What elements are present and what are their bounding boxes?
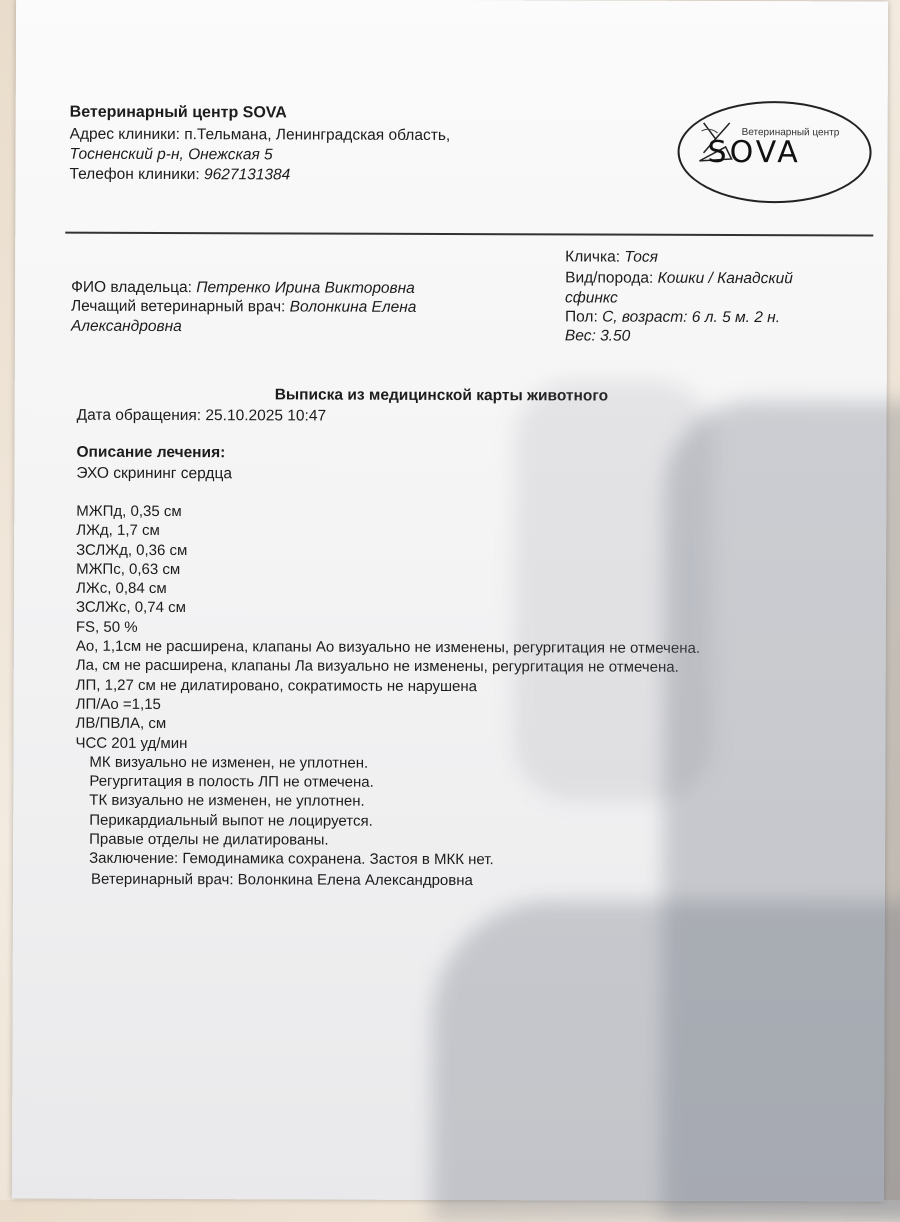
finding-line: Правые отделы не дилатированы. — [89, 830, 329, 849]
patient-breed — [565, 268, 793, 288]
vet-value: Волонкина Елена — [289, 298, 417, 316]
finding-line: Перикардиальный выпот не лоцируется. — [89, 811, 373, 830]
finding-line: ЗСЛЖс, 0,74 см — [75, 599, 186, 617]
logo-wordmark: SOVA — [707, 134, 801, 171]
patient-breed-cont: сфинкс — [565, 289, 618, 307]
finding-line: Ао, 1,1см не расширена, клапаны Ао визуально не изменены, регургитация не отмечена. — [75, 637, 701, 657]
finding-line: ЛЖд, 1,7 см — [76, 521, 160, 540]
vet-label: Лечащий ветеринарный врач: — [70, 297, 286, 316]
finding-line: МЖПд, 0,35 см — [76, 502, 182, 521]
conclusion-line: Заключение: Гемодинамика сохранена. Застоя в МКК нет. — [89, 850, 494, 869]
attending-vet — [71, 297, 416, 318]
nickname-label: Кличка: — [565, 248, 621, 266]
logo-subtitle: Ветеринарный центр — [741, 127, 840, 139]
photo-shadow — [432, 900, 900, 1222]
finding-line: ЛВ/ПВЛА, см — [75, 714, 167, 733]
finding-line: Регургитация в полость ЛП не отмечена. — [89, 772, 374, 791]
clinic-address-line1 — [70, 125, 451, 146]
weight-label: Вес: — [564, 327, 596, 345]
finding-line: ЛП/Ао =1,15 — [75, 695, 161, 713]
clinic-phone — [69, 165, 290, 185]
breed-label: Вид/порода: — [565, 269, 654, 287]
clinic-logo — [677, 101, 871, 204]
clinic-address-line2: Тосненский р-н, Онежская 5 — [69, 145, 273, 164]
clinic-address-text1: Адрес клиники: п.Тельмана, Ленинградская область, — [69, 125, 451, 144]
sex-label: Пол: — [564, 308, 598, 326]
treatment-subheading: ЭХО скрининг сердца — [76, 464, 233, 483]
finding-line: ЛЖс, 0,84 см — [76, 579, 167, 598]
clinic-phone-value: 9627131384 — [204, 166, 291, 184]
patient-sex-age — [565, 307, 780, 327]
patient-weight — [565, 326, 630, 346]
finding-line: Ла, см не расширена, клапаны Ла визуально не изменены, регургитация не отмечена. — [75, 657, 679, 677]
finding-line: ТК визуально не изменен, не уплотнен. — [89, 792, 365, 811]
finding-line: FS, 50 % — [75, 618, 138, 636]
clinic-name: Ветеринарный центр SOVA — [69, 103, 287, 122]
document-sheet — [12, 0, 888, 1202]
finding-line: ЛП, 1,27 см не дилатировано, сократимость не нарушена — [75, 676, 478, 695]
owner-name — [71, 278, 415, 299]
sex-value: С, возраст: 6 л. 5 м. 2 н. — [602, 308, 781, 327]
vet-signature: Ветеринарный врач: Волонкина Елена Александровна — [90, 870, 473, 890]
finding-line: МЖПс, 0,63 см — [76, 560, 181, 578]
finding-line: МК визуально не изменен, не уплотнен. — [89, 753, 369, 772]
treatment-heading: Описание лечения: — [76, 443, 226, 462]
nickname-value: Тося — [624, 248, 659, 266]
weight-value: 3.50 — [600, 327, 631, 345]
breed-value: Кошки / Канадский — [657, 269, 793, 288]
header-divider — [65, 232, 873, 237]
clinic-phone-label: Телефон клиники: — [69, 165, 200, 184]
visit-date: Дата обращения: 25.10.2025 10:47 — [76, 406, 327, 425]
owner-label: ФИО владельца: — [71, 278, 193, 297]
patient-nickname — [565, 247, 658, 267]
document-title: Выписка из медицинской карты животного — [274, 386, 609, 405]
finding-line: ЧСС 201 уд/мин — [75, 734, 188, 752]
attending-vet-cont: Александровна — [70, 317, 182, 336]
findings-list — [75, 502, 700, 871]
owner-value: Петренко Ирина Викторовна — [196, 279, 415, 297]
finding-line: ЗСЛЖд, 0,36 см — [76, 541, 188, 559]
